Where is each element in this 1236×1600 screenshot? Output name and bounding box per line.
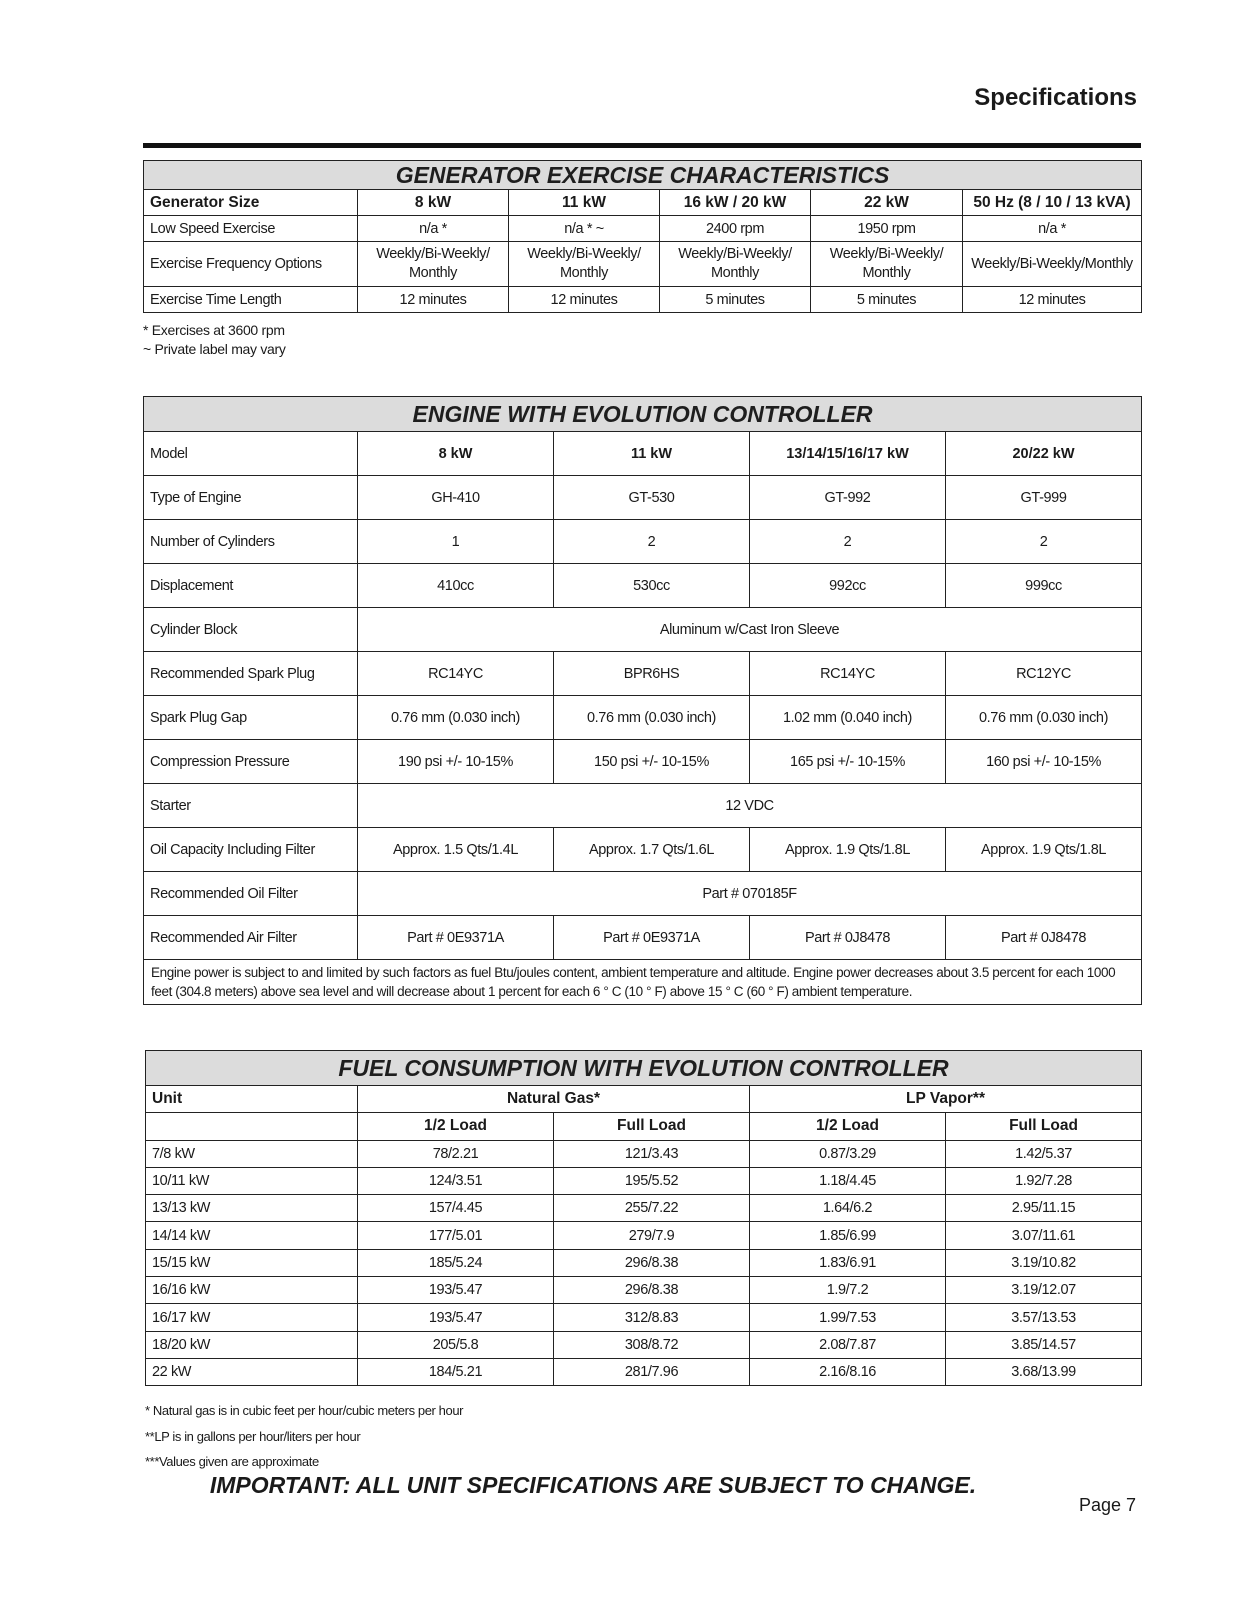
table-cell: 190 psi +/- 10-15% xyxy=(358,740,554,784)
table-cell: RC14YC xyxy=(750,652,946,696)
table-cell: 124/3.51 xyxy=(358,1167,554,1194)
footnote: ~ Private label may vary xyxy=(143,341,286,357)
table-cell: Weekly/Bi-Weekly/ Monthly xyxy=(811,242,963,287)
footnote: ***Values given are approximate xyxy=(145,1454,319,1469)
table-row xyxy=(144,287,1142,313)
table-cell: Part # 0J8478 xyxy=(946,916,1142,960)
column-header: 1/2 Load xyxy=(358,1113,554,1140)
table-cell: Part # 070185F xyxy=(358,872,1142,916)
row-label: Exercise Time Length xyxy=(144,287,358,313)
table-cell: 999cc xyxy=(946,564,1142,608)
table-cell: GT-530 xyxy=(554,476,750,520)
table-row xyxy=(144,608,1142,652)
lp-vapor-header: LP Vapor** xyxy=(750,1086,1142,1113)
column-header: 50 Hz (8 / 10 / 13 kVA) xyxy=(963,190,1142,216)
table-cell: 193/5.47 xyxy=(358,1277,554,1304)
fuel-notes xyxy=(145,1398,463,1475)
table-row xyxy=(144,872,1142,916)
row-label: 10/11 kW xyxy=(146,1167,358,1194)
column-header: Generator Size xyxy=(144,190,358,216)
table-row xyxy=(144,242,1142,287)
table-cell: 2400 rpm xyxy=(660,216,811,242)
page-number: Page 7 xyxy=(1078,1495,1136,1515)
table-cell: 78/2.21 xyxy=(358,1140,554,1167)
column-header: 22 kW xyxy=(811,190,963,216)
column-header: Full Load xyxy=(554,1113,750,1140)
column-header: Full Load xyxy=(946,1113,1142,1140)
column-header: 1/2 Load xyxy=(750,1113,946,1140)
table-cell: 0.76 mm (0.030 inch) xyxy=(946,696,1142,740)
table-cell: 12 minutes xyxy=(963,287,1142,313)
table-cell: 3.19/12.07 xyxy=(946,1277,1142,1304)
row-label: 22 kW xyxy=(146,1358,358,1385)
table-cell: 5 minutes xyxy=(811,287,963,313)
row-label: Recommended Air Filter xyxy=(144,916,358,960)
table-row xyxy=(146,1195,1142,1222)
table-cell: Approx. 1.5 Qts/1.4L xyxy=(358,828,554,872)
row-label: Compression Pressure xyxy=(144,740,358,784)
table-cell: 312/8.83 xyxy=(554,1304,750,1331)
important-notice: IMPORTANT: ALL UNIT SPECIFICATIONS ARE SUBJECT TO CHANGE. xyxy=(209,1472,977,1498)
fuel-table xyxy=(145,1050,1142,1386)
table-cell: 2.08/7.87 xyxy=(750,1331,946,1358)
table-cell: 12 VDC xyxy=(358,784,1142,828)
table-cell: 530cc xyxy=(554,564,750,608)
table-row xyxy=(144,696,1142,740)
table-row xyxy=(146,1140,1142,1167)
engine-power-note: Engine power is subject to and limited by such factors as fuel Btu/joules content, ambient temperature and altitude. Engine power decreases about 3.5 percent for each 1000 feet (304.8 meters) above sea level and will decrease about 1 percent for each 6 ° C (10 ° F) above 15 ° C (60 ° F) ambient temperature. xyxy=(144,960,1142,1005)
table-cell: Aluminum w/Cast Iron Sleeve xyxy=(358,608,1142,652)
table-cell: 12 minutes xyxy=(358,287,509,313)
table-row xyxy=(144,564,1142,608)
engine-title: ENGINE WITH EVOLUTION CONTROLLER xyxy=(144,397,1142,432)
row-label: 7/8 kW xyxy=(146,1140,358,1167)
table-cell: RC12YC xyxy=(946,652,1142,696)
table-cell: 410cc xyxy=(358,564,554,608)
table-row xyxy=(146,1358,1142,1385)
table-cell: 12 minutes xyxy=(509,287,660,313)
table-row xyxy=(146,1167,1142,1194)
table-cell: 0.76 mm (0.030 inch) xyxy=(554,696,750,740)
row-label: Number of Cylinders xyxy=(144,520,358,564)
column-header: 13/14/15/16/17 kW xyxy=(750,432,946,476)
table-cell: 184/5.21 xyxy=(358,1358,554,1385)
natural-gas-header: Natural Gas* xyxy=(358,1086,750,1113)
row-label: Type of Engine xyxy=(144,476,358,520)
table-cell: 150 psi +/- 10-15% xyxy=(554,740,750,784)
table-cell: 177/5.01 xyxy=(358,1222,554,1249)
table-row xyxy=(144,740,1142,784)
table-cell: 205/5.8 xyxy=(358,1331,554,1358)
table-cell: Part # 0E9371A xyxy=(358,916,554,960)
table-cell: 3.07/11.61 xyxy=(946,1222,1142,1249)
table-row xyxy=(144,828,1142,872)
row-label: Model xyxy=(144,432,358,476)
row-label: 16/17 kW xyxy=(146,1304,358,1331)
table-row xyxy=(144,916,1142,960)
row-label: Exercise Frequency Options xyxy=(144,242,358,287)
table-cell: 1 xyxy=(358,520,554,564)
fuel-title: FUEL CONSUMPTION WITH EVOLUTION CONTROLLER xyxy=(146,1051,1142,1086)
column-header: 20/22 kW xyxy=(946,432,1142,476)
exercise-notes xyxy=(143,321,286,359)
column-header: 11 kW xyxy=(509,190,660,216)
row-label: Recommended Spark Plug xyxy=(144,652,358,696)
column-header: 8 kW xyxy=(358,432,554,476)
exercise-title: GENERATOR EXERCISE CHARACTERISTICS xyxy=(144,161,1142,190)
table-cell: 1.83/6.91 xyxy=(750,1249,946,1276)
table-cell: Part # 0J8478 xyxy=(750,916,946,960)
table-row xyxy=(144,216,1142,242)
table-cell: Weekly/Bi-Weekly/ Monthly xyxy=(660,242,811,287)
footnote: **LP is in gallons per hour/liters per hour xyxy=(145,1428,361,1444)
table-cell: 296/8.38 xyxy=(554,1277,750,1304)
table-cell: 992cc xyxy=(750,564,946,608)
column-header: 8 kW xyxy=(358,190,509,216)
table-cell: 2 xyxy=(750,520,946,564)
table-row xyxy=(144,784,1142,828)
table-cell: 308/8.72 xyxy=(554,1331,750,1358)
table-cell: 3.85/14.57 xyxy=(946,1331,1142,1358)
table-cell: 185/5.24 xyxy=(358,1249,554,1276)
row-label: 16/16 kW xyxy=(146,1277,358,1304)
row-label: Oil Capacity Including Filter xyxy=(144,828,358,872)
unit-header: Unit xyxy=(146,1086,358,1113)
table-cell: 3.57/13.53 xyxy=(946,1304,1142,1331)
table-cell: 1.85/6.99 xyxy=(750,1222,946,1249)
table-cell: Approx. 1.9 Qts/1.8L xyxy=(946,828,1142,872)
row-label: 15/15 kW xyxy=(146,1249,358,1276)
table-cell: 165 psi +/- 10-15% xyxy=(750,740,946,784)
table-cell: RC14YC xyxy=(358,652,554,696)
table-cell: 2 xyxy=(946,520,1142,564)
table-cell: 1.42/5.37 xyxy=(946,1140,1142,1167)
table-cell: Approx. 1.9 Qts/1.8L xyxy=(750,828,946,872)
table-cell: Part # 0E9371A xyxy=(554,916,750,960)
table-row xyxy=(144,652,1142,696)
row-label: Starter xyxy=(144,784,358,828)
table-cell: 0.76 mm (0.030 inch) xyxy=(358,696,554,740)
table-row xyxy=(146,1277,1142,1304)
exercise-table xyxy=(143,160,1142,313)
table-cell: GH-410 xyxy=(358,476,554,520)
table-cell: 279/7.9 xyxy=(554,1222,750,1249)
table-cell: 1.99/7.53 xyxy=(750,1304,946,1331)
table-cell: 121/3.43 xyxy=(554,1140,750,1167)
row-label: Displacement xyxy=(144,564,358,608)
row-label: Recommended Oil Filter xyxy=(144,872,358,916)
table-cell: 1950 rpm xyxy=(811,216,963,242)
table-cell: 255/7.22 xyxy=(554,1195,750,1222)
table-cell: 1.02 mm (0.040 inch) xyxy=(750,696,946,740)
row-label: Spark Plug Gap xyxy=(144,696,358,740)
row-label: Low Speed Exercise xyxy=(144,216,358,242)
table-cell: Weekly/Bi-Weekly/ Monthly xyxy=(509,242,660,287)
table-row xyxy=(144,520,1142,564)
table-cell: 5 minutes xyxy=(660,287,811,313)
table-cell: 1.9/7.2 xyxy=(750,1277,946,1304)
table-cell: 193/5.47 xyxy=(358,1304,554,1331)
table-row xyxy=(146,1304,1142,1331)
table-cell: 1.92/7.28 xyxy=(946,1167,1142,1194)
table-cell: Approx. 1.7 Qts/1.6L xyxy=(554,828,750,872)
table-cell: BPR6HS xyxy=(554,652,750,696)
table-cell: 3.19/10.82 xyxy=(946,1249,1142,1276)
table-row xyxy=(146,1222,1142,1249)
table-cell: n/a * ~ xyxy=(509,216,660,242)
table-cell: 0.87/3.29 xyxy=(750,1140,946,1167)
footnote: * Exercises at 3600 rpm xyxy=(143,322,285,338)
table-cell: n/a * xyxy=(358,216,509,242)
row-label: 14/14 kW xyxy=(146,1222,358,1249)
table-cell: Weekly/Bi-Weekly/Monthly xyxy=(963,242,1142,287)
table-cell: 2 xyxy=(554,520,750,564)
column-header: 16 kW / 20 kW xyxy=(660,190,811,216)
table-cell: 195/5.52 xyxy=(554,1167,750,1194)
table-cell: 3.68/13.99 xyxy=(946,1358,1142,1385)
table-cell: 281/7.96 xyxy=(554,1358,750,1385)
table-cell: 2.95/11.15 xyxy=(946,1195,1142,1222)
table-cell: n/a * xyxy=(963,216,1142,242)
title-rule xyxy=(143,143,1141,148)
row-label: 18/20 kW xyxy=(146,1331,358,1358)
table-row xyxy=(146,1331,1142,1358)
table-cell: 1.64/6.2 xyxy=(750,1195,946,1222)
footnote: * Natural gas is in cubic feet per hour/cubic meters per hour xyxy=(145,1403,464,1418)
engine-table xyxy=(143,396,1142,1005)
table-cell: 157/4.45 xyxy=(358,1195,554,1222)
column-header: 11 kW xyxy=(554,432,750,476)
table-cell: 2.16/8.16 xyxy=(750,1358,946,1385)
table-cell: 160 psi +/- 10-15% xyxy=(946,740,1142,784)
table-cell: 296/8.38 xyxy=(554,1249,750,1276)
table-cell: GT-992 xyxy=(750,476,946,520)
table-cell: Weekly/Bi-Weekly/ Monthly xyxy=(358,242,509,287)
row-label: Cylinder Block xyxy=(144,608,358,652)
table-cell: 1.18/4.45 xyxy=(750,1167,946,1194)
table-row xyxy=(146,1249,1142,1276)
page-title: Specifications xyxy=(974,84,1137,111)
table-row xyxy=(144,476,1142,520)
empty-header-cell xyxy=(146,1113,358,1140)
row-label: 13/13 kW xyxy=(146,1195,358,1222)
table-cell: GT-999 xyxy=(946,476,1142,520)
